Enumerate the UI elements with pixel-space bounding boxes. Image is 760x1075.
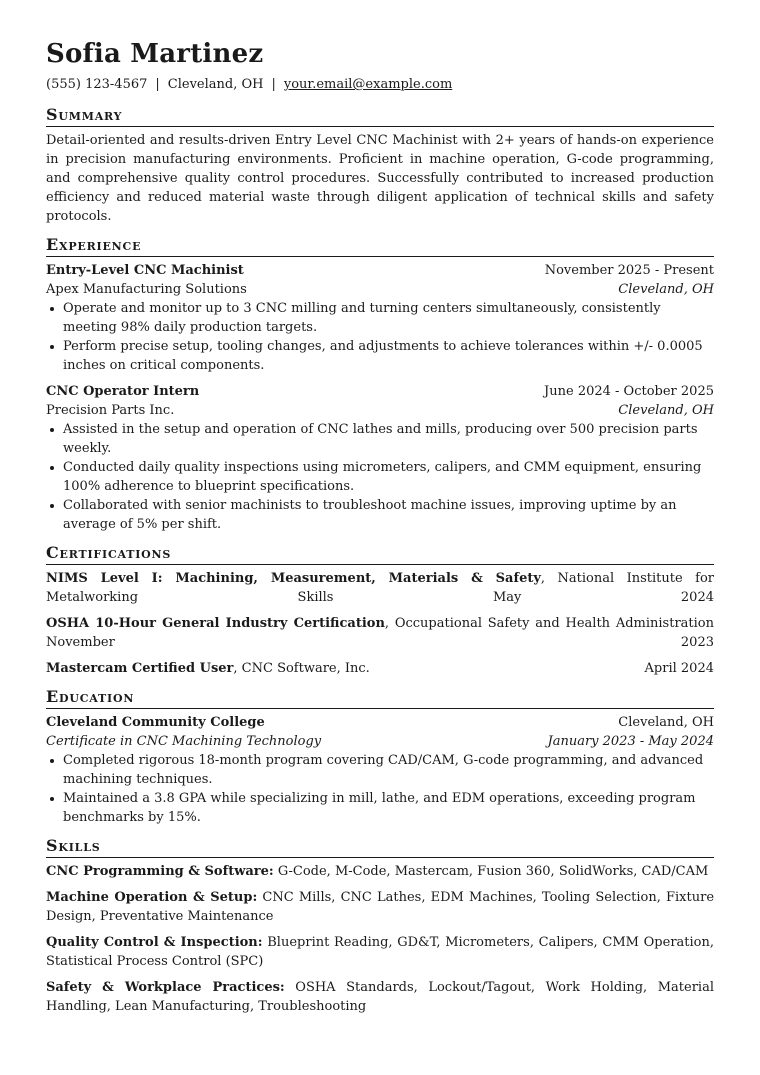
job-location: Cleveland, OH	[618, 282, 714, 297]
certification-issuer: , Occupational Safety and Health Administration	[384, 616, 714, 631]
bullet-item: Conducted daily quality inspections using micrometers, calipers, and CMM equipment, ensuring 100% adherence to blueprint specifications.	[63, 458, 714, 496]
certification-issuer: , National Institute for Metalworking Skills	[46, 571, 714, 605]
section-heading-summary: Summary	[46, 105, 714, 127]
skill-category: CNC Programming & Software:	[46, 864, 274, 879]
experience-section	[46, 235, 714, 534]
job-bullets	[46, 299, 714, 375]
job-title: CNC Operator Intern	[46, 384, 200, 399]
certification-issuer: , CNC Software, Inc.	[233, 661, 370, 676]
company-name: Apex Manufacturing Solutions	[46, 282, 247, 297]
certification-line	[46, 659, 714, 678]
contact-separator: |	[271, 77, 276, 92]
certification-name: OSHA 10-Hour General Industry Certification	[46, 616, 385, 631]
skill-group	[46, 862, 714, 881]
section-heading-education: Education	[46, 687, 714, 709]
job-subheader	[46, 280, 714, 299]
education-dates: January 2023 - May 2024	[547, 734, 714, 749]
skill-group	[46, 978, 714, 1016]
skill-list: OSHA Standards, Lockout/Tagout, Work Holding, Material Handling, Lean Manufacturing, Troubleshooting	[46, 980, 714, 1014]
job-entry	[46, 261, 714, 375]
summary-text: Detail-oriented and results-driven Entry Level CNC Machinist with 2+ years of hands-on experience in precision manufacturing environments. Proficient in machine operation, G-code programming, and comprehensive quality control procedures. Successfully contributed to increased production efficiency and reduced material waste through diligent application of technical skills and safety protocols.	[46, 133, 714, 224]
phone-number: (555) 123-4567	[46, 77, 148, 92]
section-heading-experience: Experience	[46, 235, 714, 257]
job-entry	[46, 382, 714, 534]
bullet-item: Completed rigorous 18-month program covering CAD/CAM, G-code programming, and advanced machining techniques.	[63, 751, 714, 789]
certifications-section	[46, 543, 714, 678]
certification-name: Mastercam Certified User	[46, 661, 234, 676]
contact-separator: |	[155, 77, 160, 92]
job-header	[46, 261, 714, 280]
bullet-item: Operate and monitor up to 3 CNC milling and turning centers simultaneously, consistently meeting 98% daily production targets.	[63, 299, 714, 337]
education-bullets	[46, 751, 714, 827]
job-subheader	[46, 401, 714, 420]
skill-list: Blueprint Reading, GD&T, Micrometers, Calipers, CMM Operation, Statistical Process Control (SPC)	[46, 935, 714, 969]
education-subheader	[46, 732, 714, 751]
email-link[interactable]: your.email@example.com	[283, 77, 453, 92]
skill-category: Safety & Workplace Practices:	[46, 980, 285, 995]
skill-group	[46, 933, 714, 971]
job-header	[46, 382, 714, 401]
bullet-item: Collaborated with senior machinists to troubleshoot machine issues, improving uptime by an average of 5% per shift.	[63, 496, 714, 534]
contact-line	[46, 76, 714, 93]
certification-line	[46, 614, 714, 652]
school-location: Cleveland, OH	[618, 715, 714, 730]
skill-list: G-Code, M-Code, Mastercam, Fusion 360, SolidWorks, CAD/CAM	[273, 864, 709, 879]
certification-item	[46, 569, 714, 607]
section-heading-skills: Skills	[46, 836, 714, 858]
job-bullets	[46, 420, 714, 534]
job-dates: June 2024 - October 2025	[544, 384, 714, 399]
skill-list: CNC Mills, CNC Lathes, EDM Machines, Tooling Selection, Fixture Design, Preventative Maintenance	[46, 890, 715, 924]
program-name: Certificate in CNC Machining Technology	[46, 734, 322, 749]
education-section	[46, 687, 714, 827]
job-title: Entry-Level CNC Machinist	[46, 263, 244, 278]
certification-line	[46, 569, 714, 607]
job-dates: November 2025 - Present	[544, 263, 714, 278]
skill-category: Quality Control & Inspection:	[46, 935, 263, 950]
certification-name: NIMS Level I: Machining, Measurement, Materials & Safety	[46, 571, 541, 586]
education-header	[46, 713, 714, 732]
certification-date: November 2023	[46, 635, 714, 650]
job-location: Cleveland, OH	[618, 403, 714, 418]
skills-section	[46, 836, 714, 1016]
section-heading-certifications: Certifications	[46, 543, 714, 565]
certification-date: May 2024	[493, 590, 714, 605]
certification-date: April 2024	[644, 661, 714, 676]
summary-section	[46, 105, 714, 226]
certification-item	[46, 614, 714, 652]
bullet-item: Assisted in the setup and operation of CNC lathes and mills, producing over 500 precision parts weekly.	[63, 420, 714, 458]
bullet-item: Perform precise setup, tooling changes, and adjustments to achieve tolerances within +/- 0.0005 inches on critical components.	[63, 337, 714, 375]
company-name: Precision Parts Inc.	[46, 403, 175, 418]
skill-group	[46, 888, 714, 926]
candidate-name: Sofia Martinez	[46, 39, 264, 69]
location: Cleveland, OH	[167, 77, 264, 92]
skill-category: Machine Operation & Setup:	[46, 890, 258, 905]
school-name: Cleveland Community College	[46, 715, 265, 730]
certification-item	[46, 659, 714, 678]
bullet-item: Maintained a 3.8 GPA while specializing in mill, lathe, and EDM operations, exceeding program benchmarks by 15%.	[63, 789, 714, 827]
